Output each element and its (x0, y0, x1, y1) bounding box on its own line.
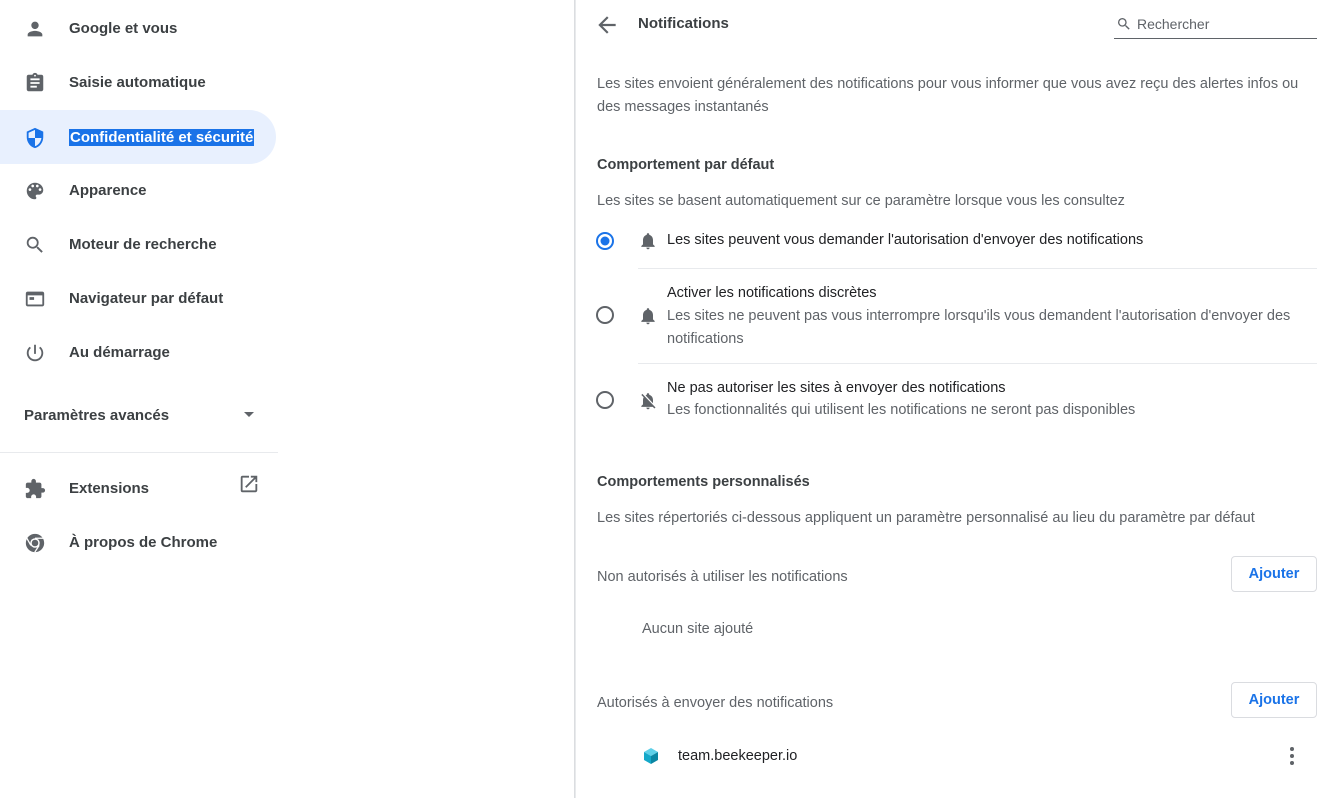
radio-quiet-notifications[interactable] (596, 306, 614, 324)
option-divider (638, 268, 1317, 269)
sidebar-item-label: Google et vous (69, 19, 178, 37)
custom-behaviors-heading: Comportements personnalisés (597, 474, 810, 490)
person-icon (24, 18, 46, 40)
back-arrow-icon[interactable] (594, 12, 620, 38)
no-sites-text: Aucun site ajouté (642, 621, 754, 637)
default-behavior-description: Les sites se basent automatiquement sur ce paramètre lorsque vous les consultez (597, 193, 1125, 209)
sidebar-item-label: À propos de Chrome (69, 533, 218, 551)
power-icon (24, 342, 46, 364)
option-divider (638, 363, 1317, 364)
sidebar-item-label: Extensions (69, 479, 150, 497)
default-behavior-heading: Comportement par défaut (597, 157, 775, 173)
more-vert-icon[interactable] (1281, 744, 1303, 768)
notifications-settings-panel (576, 0, 1341, 798)
blocked-sites-label: Non autorisés à utiliser les notifications (597, 569, 848, 585)
site-name: team.beekeeper.io (678, 748, 798, 764)
allowed-sites-label: Autorisés à envoyer des notifications (597, 695, 834, 711)
sidebar-divider (0, 452, 278, 453)
option-ask-label: Les sites peuvent vous demander l'autorisation d'envoyer des notifications (667, 232, 1144, 248)
sidebar-item-label: Saisie automatique (69, 73, 206, 91)
option-quiet-label: Activer les notifications discrètes (667, 285, 877, 301)
caret-down-icon (240, 410, 258, 420)
clipboard-icon (24, 72, 46, 94)
bell-off-icon (638, 391, 658, 411)
add-blocked-site-button[interactable]: Ajouter (1231, 556, 1317, 592)
advanced-settings-label: Paramètres avancés (24, 406, 170, 424)
bell-icon (638, 306, 658, 326)
sidebar-item-label: Navigateur par défaut (69, 289, 224, 307)
browser-window-icon (24, 288, 46, 310)
sidebar-item-au-demarrage[interactable] (0, 325, 276, 379)
search-icon (1116, 16, 1132, 32)
search-icon (24, 234, 46, 256)
sidebar-item-label: Au démarrage (69, 343, 170, 361)
option-block-label: Ne pas autoriser les sites à envoyer des notifications (667, 380, 1006, 396)
advanced-settings-toggle[interactable] (0, 392, 276, 438)
option-block-sublabel: Les fonctionnalités qui utilisent les notifications ne seront pas disponibles (667, 402, 1136, 418)
add-allowed-site-button[interactable]: Ajouter (1231, 682, 1317, 718)
radio-ask-permission[interactable] (596, 232, 614, 250)
sidebar-item-confidentialite-securite[interactable] (0, 110, 276, 164)
search-field[interactable] (1114, 12, 1317, 39)
option-quiet-sublabel: Les sites ne peuvent pas vous interrompre lorsqu'ils vous demandent l'autorisation d'envoyer des notifications (667, 308, 1291, 347)
palette-icon (24, 180, 46, 202)
bell-icon (638, 231, 658, 251)
intro-text: Les sites envoient généralement des notifications pour vous informer que vous avez reçu des alertes infos ou des messages instantanés (597, 76, 1299, 115)
search-input[interactable] (1137, 14, 1315, 34)
sidebar (0, 0, 280, 798)
open-in-new-icon (238, 473, 260, 495)
puzzle-icon (24, 478, 46, 500)
chrome-logo-icon (24, 532, 46, 554)
sidebar-item-extensions[interactable] (0, 461, 276, 515)
sidebar-item-moteur-de-recherche[interactable] (0, 217, 276, 271)
sidebar-item-saisie-automatique[interactable] (0, 55, 276, 109)
site-favicon-icon (642, 747, 660, 765)
sidebar-item-google-et-vous[interactable] (0, 1, 276, 55)
sidebar-item-a-propos-de-chrome[interactable] (0, 515, 276, 569)
sidebar-item-label: Confidentialité et sécurité (70, 128, 254, 146)
page-title: Notifications (638, 15, 729, 32)
sidebar-item-label: Apparence (69, 181, 147, 199)
sidebar-item-navigateur-par-defaut[interactable] (0, 271, 276, 325)
radio-block-notifications[interactable] (596, 391, 614, 409)
shield-icon (24, 127, 46, 149)
custom-behaviors-description: Les sites répertoriés ci-dessous appliquent un paramètre personnalisé au lieu du paramètre par défaut (597, 510, 1255, 526)
sidebar-item-label: Moteur de recherche (69, 235, 217, 253)
sidebar-item-apparence[interactable] (0, 163, 276, 217)
